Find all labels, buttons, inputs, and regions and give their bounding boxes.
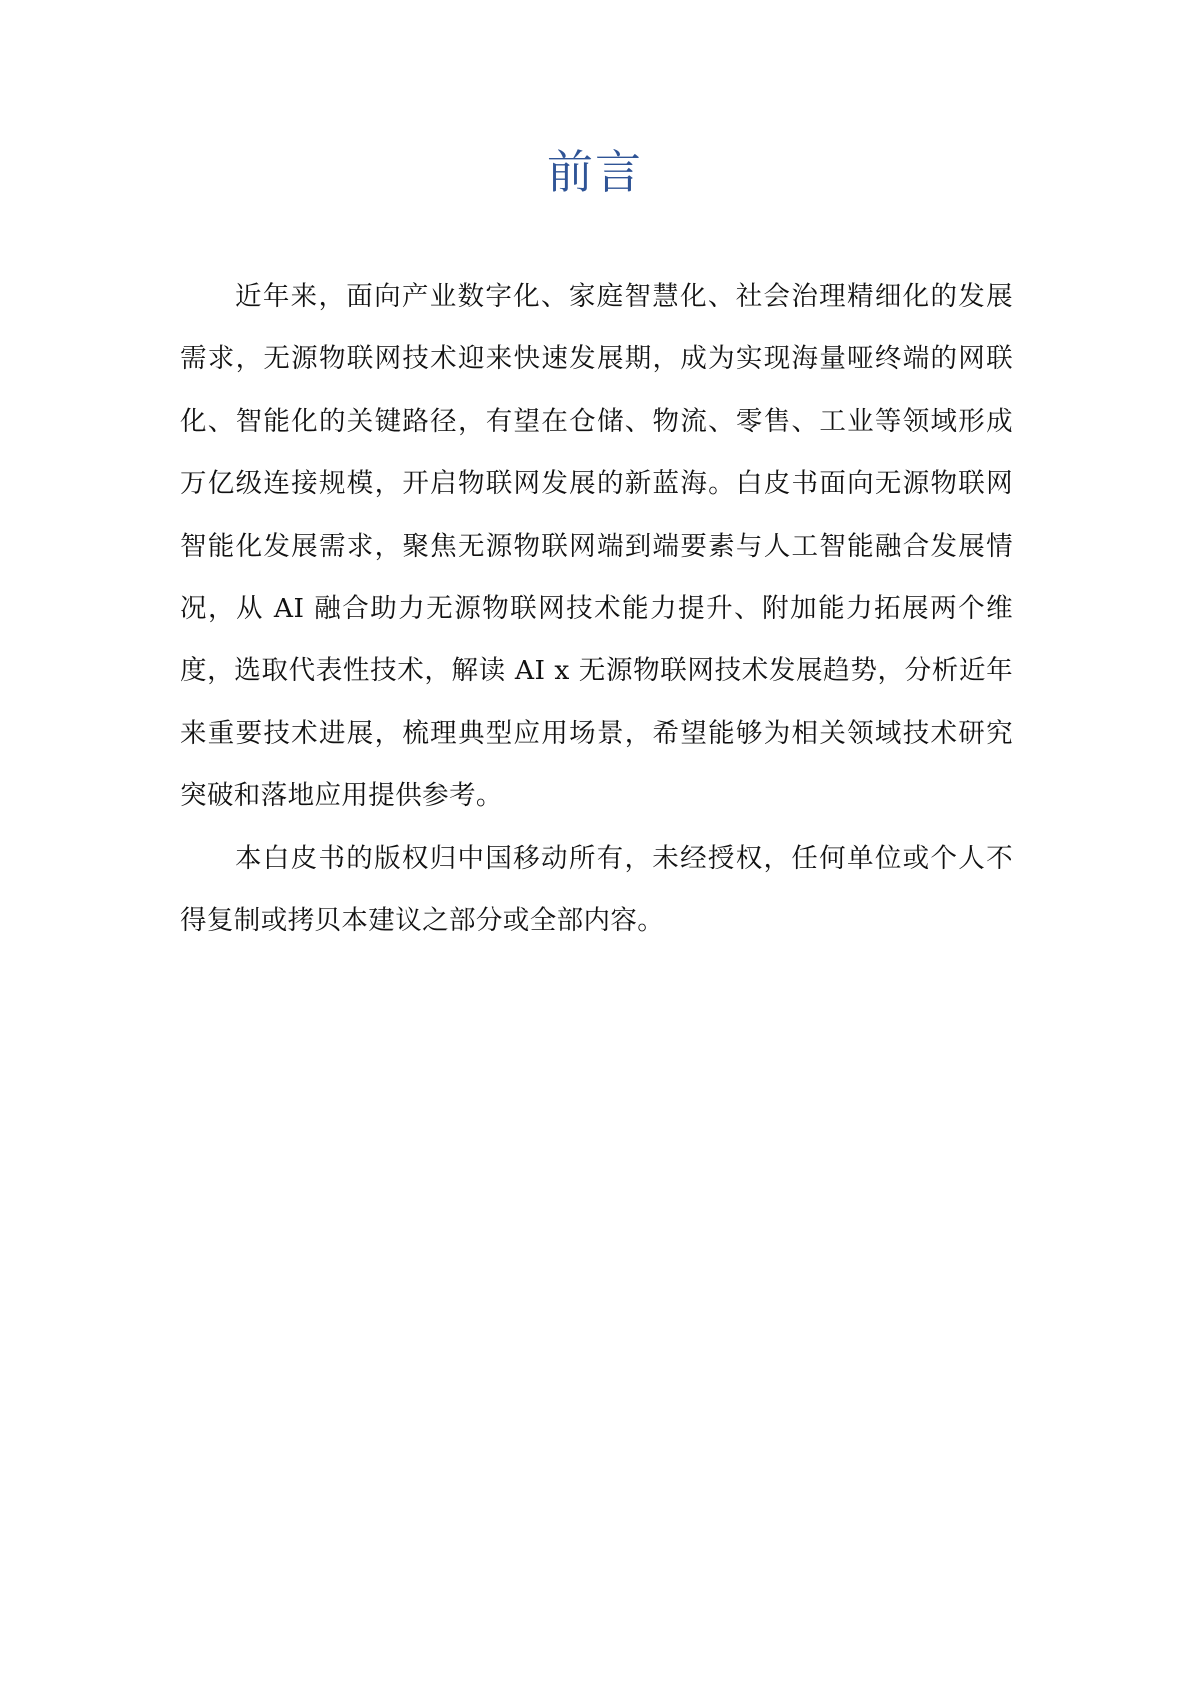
preface-paragraph-2: 本白皮书的版权归中国移动所有，未经授权，任何单位或个人不得复制或拷贝本建议之部分或全部内容。 bbox=[180, 842, 1013, 937]
preface-paragraph-1: 近年来，面向产业数字化、家庭智慧化、社会治理精细化的发展需求，无源物联网技术迎来快速发展期，成为实现海量哑终端的网联化、智能化的关键路径，有望在仓储、物流、零售、工业等领域形成万亿级连接规模，开启物联网发展的新蓝海。白皮书面向无源物联网智能化发展需求，聚焦无源物联网端到端要素与人工智能融合发展情况，从 AI 融合助力无源物联网技术能力提升、附加能力拓展两个维度，选取代表性技术，解读 AI x 无源物联网技术发展趋势，分析近年来重要技术进展，梳理典型应用场景，希望能够为相关领域技术研究突破和落地应用提供参考。 bbox=[180, 281, 1013, 812]
page-title: 前言 bbox=[547, 145, 643, 199]
preface-body bbox=[180, 266, 1013, 952]
